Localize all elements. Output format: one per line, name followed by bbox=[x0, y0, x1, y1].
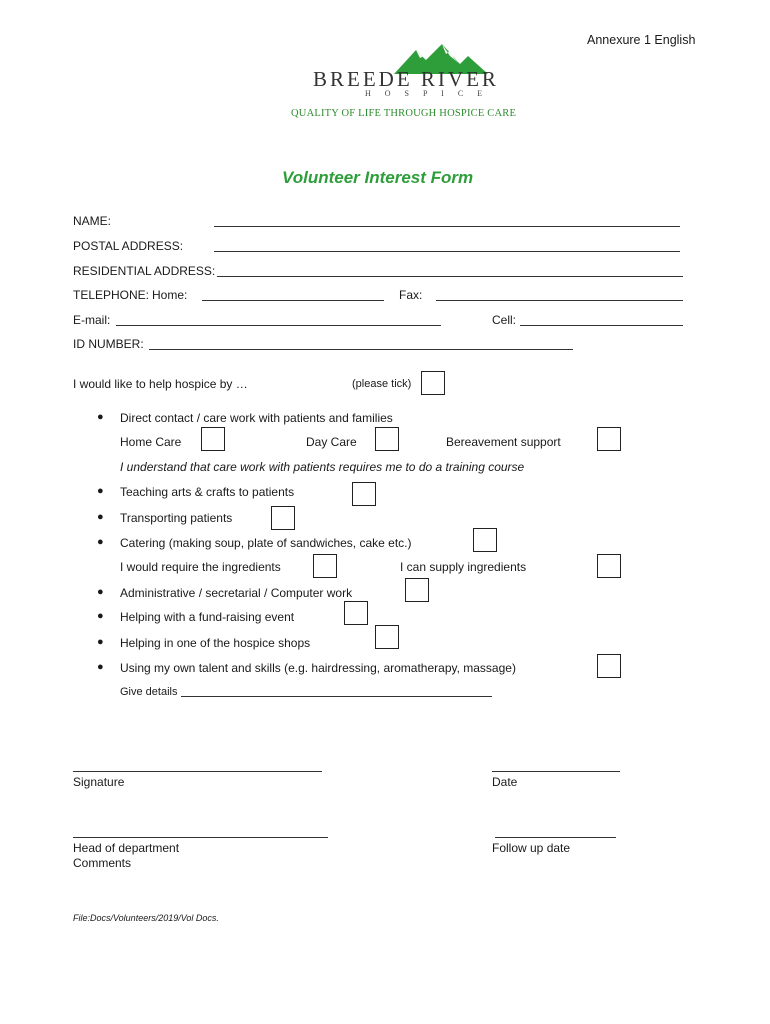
bereavement-checkbox[interactable] bbox=[597, 427, 621, 451]
email-label: E-mail: bbox=[73, 313, 111, 327]
date-label: Date bbox=[492, 775, 518, 789]
signature-line[interactable] bbox=[73, 771, 322, 772]
id-number-label: ID NUMBER: bbox=[73, 337, 144, 351]
teaching-checkbox[interactable] bbox=[352, 482, 376, 506]
give-details-label: Give details bbox=[120, 686, 178, 698]
talent-checkbox[interactable] bbox=[597, 654, 621, 678]
home-care-label: Home Care bbox=[120, 435, 182, 449]
name-label: NAME: bbox=[73, 214, 112, 228]
head-of-department-line[interactable] bbox=[73, 837, 328, 838]
follow-up-date-label: Follow up date bbox=[492, 841, 571, 855]
residential-address-label: RESIDENTIAL ADDRESS: bbox=[73, 264, 216, 278]
postal-address-field[interactable] bbox=[214, 240, 680, 252]
bullet-icon: ● bbox=[97, 610, 104, 622]
fundraising-label: Helping with a fund-raising event bbox=[120, 610, 295, 624]
teaching-label: Teaching arts & crafts to patients bbox=[120, 485, 295, 499]
logo-name: BREEDE RIVER bbox=[313, 67, 499, 91]
annexure-label: Annexure 1 English bbox=[587, 33, 696, 47]
home-label: Home: bbox=[152, 288, 188, 302]
give-details-field[interactable] bbox=[181, 686, 492, 697]
home-care-checkbox[interactable] bbox=[201, 427, 225, 451]
logo-sub: H O S P I C E bbox=[365, 89, 489, 98]
transporting-checkbox[interactable] bbox=[271, 506, 295, 530]
shops-checkbox[interactable] bbox=[375, 625, 399, 649]
footer-file-path: File:Docs/Volunteers/2019/Vol Docs. bbox=[73, 913, 219, 923]
bullet-icon: ● bbox=[97, 586, 104, 598]
require-ingredients-checkbox[interactable] bbox=[313, 554, 337, 578]
bereavement-label: Bereavement support bbox=[446, 435, 561, 449]
admin-label: Administrative / secretarial / Computer work bbox=[120, 586, 353, 600]
direct-contact-label: Direct contact / care work with patients and families bbox=[120, 411, 393, 425]
home-phone-field[interactable] bbox=[202, 289, 384, 301]
day-care-label: Day Care bbox=[306, 435, 357, 449]
name-field[interactable] bbox=[214, 215, 680, 227]
require-ingredients-label: I would require the ingredients bbox=[120, 560, 281, 574]
page-title: Volunteer Interest Form bbox=[282, 168, 474, 187]
please-tick-label: (please tick) bbox=[352, 378, 412, 390]
supply-ingredients-checkbox[interactable] bbox=[597, 554, 621, 578]
supply-ingredients-label: I can supply ingredients bbox=[400, 560, 527, 574]
cell-label: Cell: bbox=[492, 313, 517, 327]
email-field[interactable] bbox=[116, 314, 441, 326]
tagline: QUALITY OF LIFE THROUGH HOSPICE CARE bbox=[291, 108, 517, 119]
help-intro: I would like to help hospice by … bbox=[73, 377, 248, 391]
telephone-label: TELEPHONE: bbox=[73, 288, 150, 302]
residential-address-field[interactable] bbox=[217, 265, 683, 277]
catering-checkbox[interactable] bbox=[473, 528, 497, 552]
example-tick-box bbox=[421, 371, 445, 395]
postal-address-label: POSTAL ADDRESS: bbox=[73, 239, 184, 253]
transporting-label: Transporting patients bbox=[120, 511, 233, 525]
bullet-icon: ● bbox=[97, 411, 104, 423]
signature-label: Signature bbox=[73, 775, 125, 789]
training-note: I understand that care work with patients requires me to do a training course bbox=[120, 460, 525, 474]
cell-field[interactable] bbox=[520, 314, 683, 326]
bullet-icon: ● bbox=[97, 511, 104, 523]
fax-field[interactable] bbox=[436, 289, 683, 301]
shops-label: Helping in one of the hospice shops bbox=[120, 636, 311, 650]
talent-label: Using my own talent and skills (e.g. hairdressing, aromatherapy, massage) bbox=[120, 661, 516, 675]
bullet-icon: ● bbox=[97, 485, 104, 497]
bullet-icon: ● bbox=[97, 536, 104, 548]
admin-checkbox[interactable] bbox=[405, 578, 429, 602]
follow-up-date-line[interactable] bbox=[495, 837, 616, 838]
fax-label: Fax: bbox=[399, 288, 423, 302]
date-line[interactable] bbox=[492, 771, 620, 772]
fundraising-checkbox[interactable] bbox=[344, 601, 368, 625]
bullet-icon: ● bbox=[97, 661, 104, 673]
catering-label: Catering (making soup, plate of sandwiches, cake etc.) bbox=[120, 536, 412, 550]
head-of-department-label: Head of department bbox=[73, 841, 180, 855]
id-number-field[interactable] bbox=[149, 338, 573, 350]
comments-label: Comments bbox=[73, 856, 132, 870]
bullet-icon: ● bbox=[97, 636, 104, 648]
day-care-checkbox[interactable] bbox=[375, 427, 399, 451]
